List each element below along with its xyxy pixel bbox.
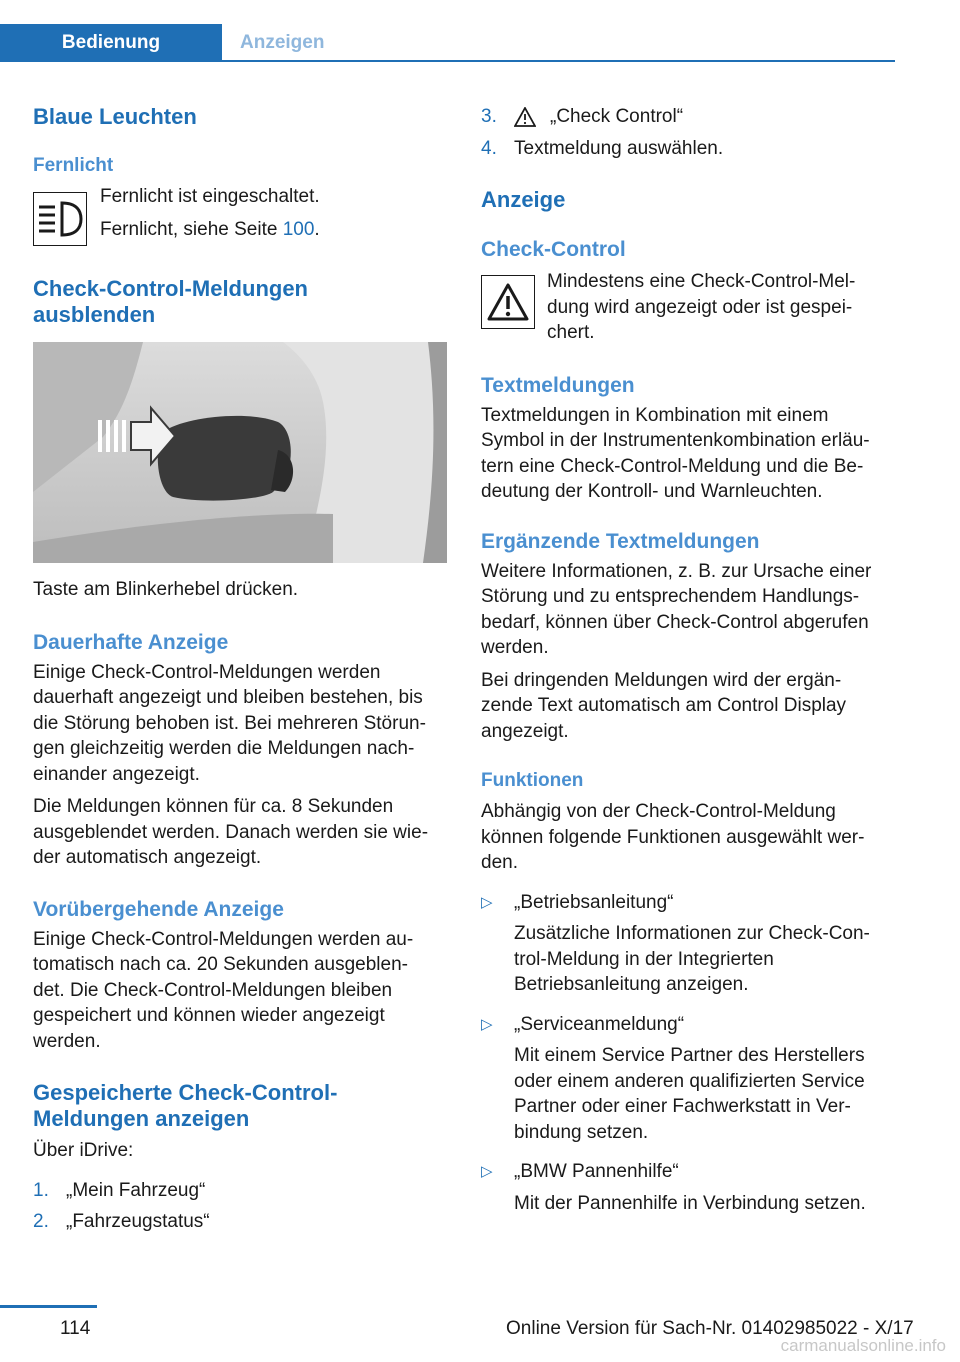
heading-blaue-leuchten: Blaue Leuchten [33, 104, 197, 129]
step-text: Textmeldung auswählen. [514, 137, 724, 159]
function-desc [514, 921, 893, 998]
list-item [481, 104, 893, 130]
function-title-row [481, 1012, 893, 1038]
heading-ergaenzende: Ergänzende Textmeldungen [481, 529, 760, 553]
text-line: Bei dringenden Meldungen wird der ergän- [481, 669, 842, 691]
function-title: „BMW Pannenhilfe“ [514, 1161, 679, 1182]
online-version-footer: Online Version für Sach-Nr. 01402985022 - X/17 [506, 1318, 914, 1339]
text-line: die Störung behoben ist. Bei mehreren Störun- [33, 712, 426, 734]
text-line: können folgende Funktionen ausgewählt wer- [481, 826, 865, 848]
check-control-desc [547, 269, 855, 346]
text-line: tern eine Check-Control-Meldung und die Be- [481, 455, 864, 477]
heading-gespeicherte-line-2: Meldungen anzeigen [33, 1106, 250, 1131]
step-number: 2. [33, 1211, 49, 1232]
text-line: werden. [481, 637, 549, 658]
list-item [481, 1159, 893, 1216]
text-line: det. Die Check-Control-Meldungen bleiben [33, 979, 393, 1001]
tab-anzeigen[interactable]: Anzeigen [240, 32, 325, 53]
function-title-row [481, 1159, 893, 1185]
funktionen-paragraph [481, 799, 893, 876]
high-beam-icon [33, 192, 87, 246]
text-line: Die Meldungen können für ca. 8 Sekunden [33, 796, 394, 817]
text-line: Zusätzliche Informationen zur Check-Con- [514, 923, 870, 944]
step-text: „Check Control“ [550, 106, 684, 127]
text-line: Abhängig von der Check-Control-Meldung [481, 801, 836, 822]
heading-check-control: Check-Control [481, 238, 626, 261]
text-line: einander angezeigt. [33, 763, 200, 785]
function-title-row [481, 890, 893, 916]
tab-bedienung[interactable]: Bedienung [0, 24, 222, 62]
text-line: Symbol in der Instrumentenkombination erläu- [481, 430, 870, 451]
turn-signal-lever-photo [33, 342, 447, 563]
text-line: tomatisch nach ca. 20 Sekunden ausgeblen- [33, 954, 408, 975]
text-line: ausgeblendet werden. Danach werden sie wie- [33, 821, 429, 843]
header-divider [0, 60, 895, 62]
right-column [481, 100, 893, 1216]
functions-list [481, 890, 893, 1217]
ergaenzende-paragraph-2 [481, 668, 893, 745]
fernlicht-ref-suffix: . [314, 218, 320, 240]
list-item [481, 1012, 893, 1146]
fernlicht-line-1: Fernlicht ist eingeschaltet. [100, 186, 320, 207]
text-line: Einige Check-Control-Meldungen werden au- [33, 928, 414, 950]
fernlicht-text [100, 184, 320, 246]
triangle-bullet-icon: ▷ [481, 1015, 493, 1033]
text-line: trol-Meldung in der Integrierten [514, 948, 774, 970]
idrive-intro: Über iDrive: [33, 1140, 134, 1161]
idrive-steps-right [481, 104, 893, 161]
photo-caption: Taste am Blinkerhebel drücken. [33, 579, 299, 600]
text-line: werden. [33, 1030, 101, 1052]
text-line: Weitere Informationen, z. B. zur Ursache einer [481, 560, 872, 582]
step-text: „Mein Fahrzeug“ [66, 1179, 206, 1201]
page-number: 114 [60, 1318, 91, 1339]
function-desc [514, 1191, 893, 1217]
textmeldungen-paragraph [481, 403, 893, 505]
text-line: zende Text automatisch am Control Display [481, 695, 847, 716]
page-link-100[interactable]: 100 [282, 218, 315, 240]
text-line: bindung setzen. [514, 1121, 649, 1143]
heading-dauerhafte-anzeige: Dauerhafte Anzeige [33, 630, 229, 654]
text-line: Mit einem Service Partner des Herstellers [514, 1045, 865, 1066]
text-line: der automatisch angezeigt. [33, 847, 262, 868]
heading-voruebergehende-anzeige: Vorübergehende Anzeige [33, 897, 284, 921]
fernlicht-line-2 [100, 217, 320, 243]
text-line: Partner oder einer Fachwerkstatt in Ver- [514, 1096, 851, 1117]
heading-funktionen: Funktionen [481, 770, 584, 791]
list-item [481, 136, 893, 162]
text-line: angezeigt. [481, 720, 569, 742]
heading-cc-ausblenden-line-1: Check-Control-Meldungen [33, 276, 308, 301]
warning-small-icon [514, 104, 536, 130]
text-line: dauerhaft angezeigt und bleiben bestehen, bis [33, 687, 423, 708]
step-number: 1. [33, 1179, 49, 1201]
triangle-bullet-icon: ▷ [481, 1163, 493, 1180]
text-line: Störung und zu entsprechendem Handlungs- [481, 586, 860, 607]
fernlicht-ref-prefix: Fernlicht, siehe Seite [100, 218, 283, 240]
text-line: deutung der Kontroll- und Warnleuchten. [481, 481, 823, 502]
idrive-steps-left [33, 1178, 447, 1235]
text-line: Betriebsanleitung anzeigen. [514, 974, 749, 995]
text-line: chert. [547, 322, 595, 343]
ergaenzende-paragraph-1 [481, 559, 893, 661]
heading-gespeicherte-line-1: Gespeicherte Check-Control- [33, 1080, 338, 1105]
text-line: dung wird angezeigt oder ist gespei- [547, 296, 853, 318]
text-line: den. [481, 852, 518, 873]
voruebergehende-paragraph [33, 927, 447, 1055]
text-line: Textmeldungen in Kombination mit einem [481, 404, 829, 426]
heading-textmeldungen: Textmeldungen [481, 373, 635, 397]
step-number: 3. [481, 106, 497, 127]
list-item [481, 890, 893, 998]
function-desc [514, 1043, 893, 1145]
heading-cc-ausblenden [33, 276, 447, 328]
header-tabbar [0, 0, 895, 62]
text-line: Mindestens eine Check-Control-Mel- [547, 271, 856, 292]
dauerhafte-paragraph-1 [33, 660, 447, 788]
text-line: oder einem anderen qualifizierten Service [514, 1070, 865, 1092]
check-control-row [481, 269, 893, 346]
text-line: gespeichert und können wieder angezeigt [33, 1005, 385, 1026]
warning-triangle-icon [481, 275, 535, 329]
function-title: „Serviceanmeldung“ [514, 1013, 685, 1035]
watermark: carmanualsonline.info [780, 1336, 946, 1355]
heading-cc-ausblenden-line-2: ausblenden [33, 302, 156, 327]
triangle-bullet-icon: ▷ [481, 893, 493, 911]
list-item [33, 1209, 447, 1235]
page-number-divider [0, 1305, 97, 1308]
dauerhafte-paragraph-2 [33, 794, 447, 871]
text-line: Einige Check-Control-Meldungen werden [33, 661, 381, 683]
function-title: „Betriebsanleitung“ [514, 891, 674, 913]
left-column [33, 100, 447, 1235]
text-line: Mit der Pannenhilfe in Verbindung setzen. [514, 1192, 866, 1214]
text-line: bedarf, können über Check-Control abgerufen [481, 611, 869, 633]
heading-anzeige: Anzeige [481, 187, 566, 212]
list-item [33, 1178, 447, 1204]
fernlicht-row [33, 184, 447, 246]
heading-fernlicht: Fernlicht [33, 155, 114, 176]
step-number: 4. [481, 137, 497, 159]
text-line: gen gleichzeitig werden die Meldungen nach- [33, 738, 415, 759]
step-text: „Fahrzeugstatus“ [66, 1211, 210, 1232]
heading-gespeicherte [33, 1080, 447, 1132]
